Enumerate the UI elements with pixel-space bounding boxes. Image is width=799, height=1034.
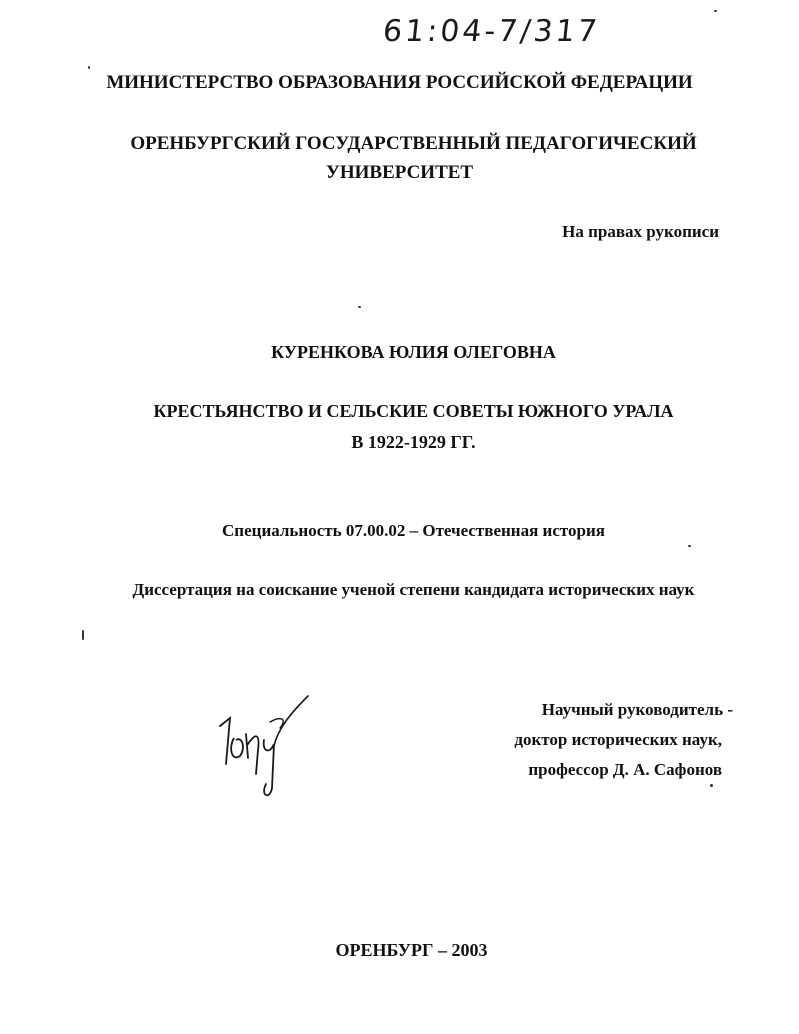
specialty-line: Специальность 07.00.02 – Отечественная история [222, 521, 605, 540]
archive-code-handwritten: 61:04-7/317 [381, 14, 602, 49]
scan-speck [688, 545, 691, 547]
scan-speck [88, 66, 90, 69]
supervisor-line2: доктор исторических наук, [514, 730, 722, 749]
scan-speck [358, 306, 361, 308]
supervisor-line3: профессор Д. А. Сафонов [528, 760, 722, 779]
scan-speck [714, 10, 717, 12]
author-name: КУРЕНКОВА ЮЛИЯ ОЛЕГОВНА [271, 342, 556, 362]
ministry-heading: МИНИСТЕРСТВО ОБРАЗОВАНИЯ РОССИЙСКОЙ ФЕДЕРАЦИИ [106, 72, 693, 93]
scan-speck [710, 784, 713, 787]
degree-line: Диссертация на соискание ученой степени кандидата исторических наук [132, 580, 695, 599]
supervisor-line1: Научный руководитель - [541, 700, 733, 719]
university-heading-line2: УНИВЕРСИТЕТ [325, 162, 474, 183]
city-year-footer: ОРЕНБУРГ – 2003 [335, 940, 488, 960]
scan-speck [82, 630, 84, 640]
dissertation-title-line2: В 1922-1929 ГГ. [351, 432, 476, 452]
handwritten-signature [208, 688, 318, 808]
manuscript-rights-note: На правах рукописи [562, 222, 719, 241]
university-heading-line1: ОРЕНБУРГСКИЙ ГОСУДАРСТВЕННЫЙ ПЕДАГОГИЧЕСКИЙ [130, 133, 697, 154]
dissertation-title-line1: КРЕСТЬЯНСТВО И СЕЛЬСКИЕ СОВЕТЫ ЮЖНОГО УРАЛА [153, 401, 674, 421]
